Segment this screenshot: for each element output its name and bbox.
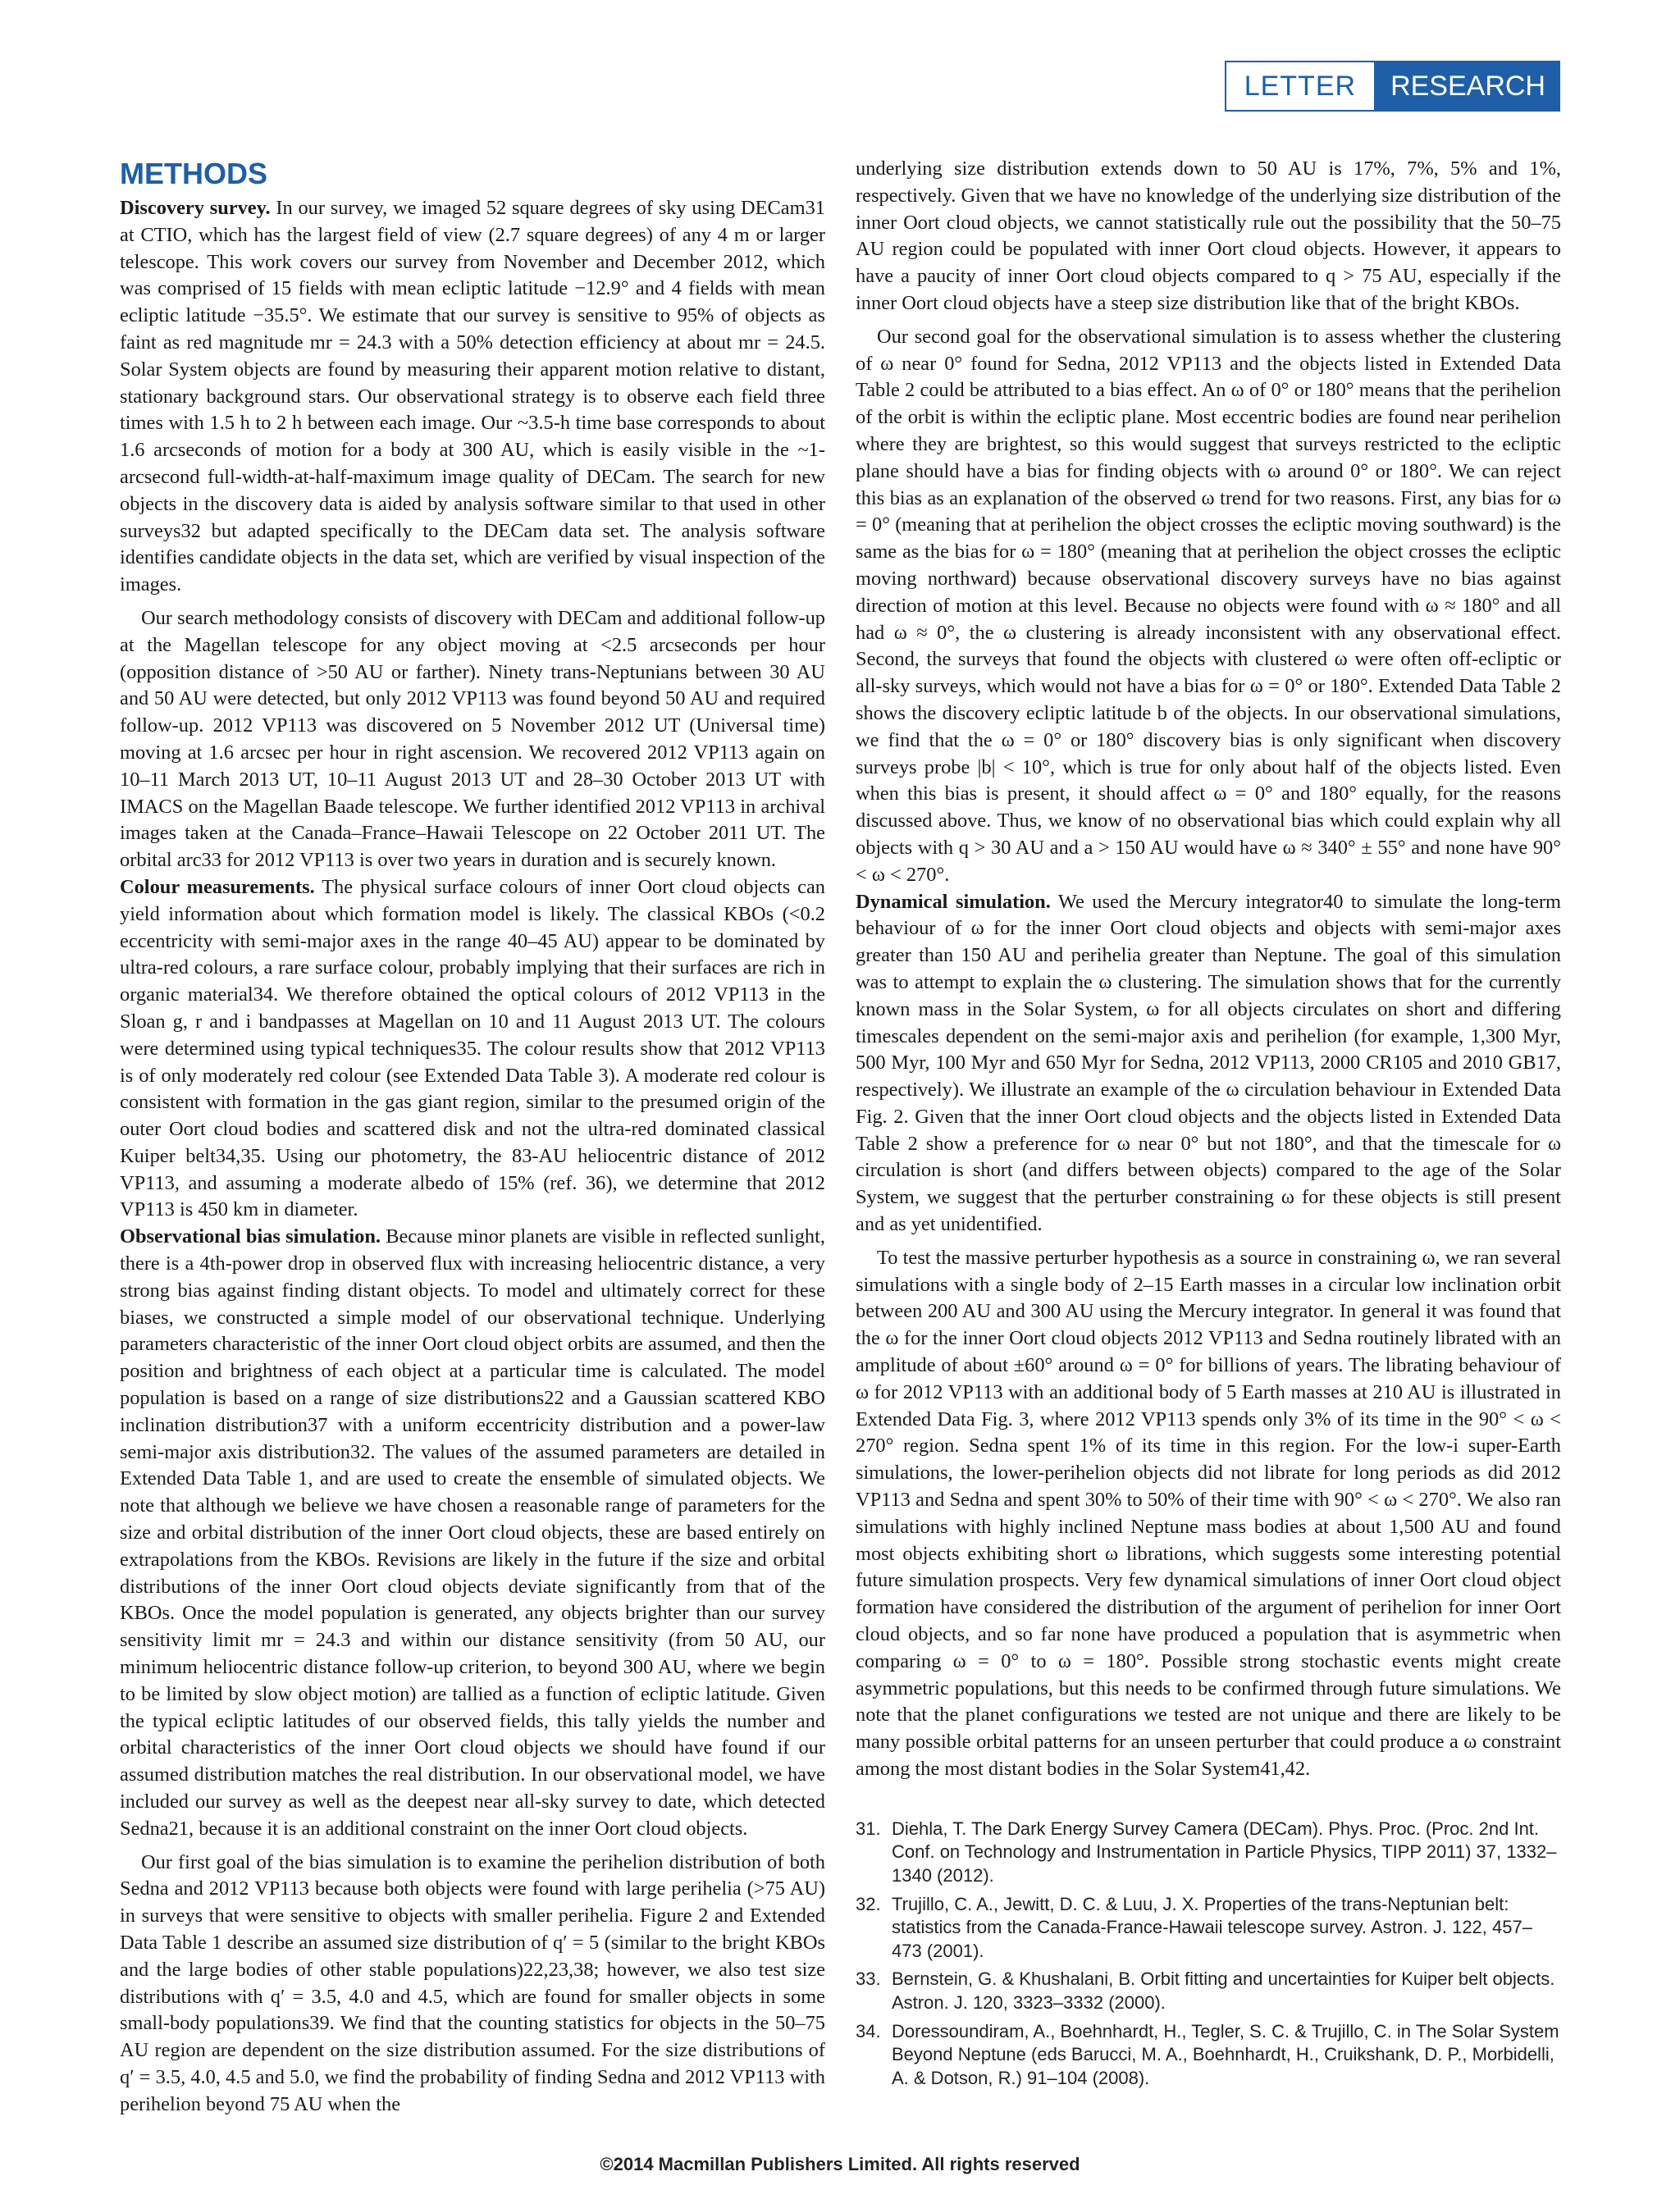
copyright-footer: ©2014 Macmillan Publishers Limited. All rights reserved — [600, 2154, 1080, 2174]
reference-text: Bernstein, G. & Khushalani, B. Orbit fitting and uncertainties for Kuiper belt objects. Astron. J. 120, 3323–3332 (2000). — [892, 1968, 1555, 2013]
paragraph-text: To test the massive perturber hypothesis as a source in constraining ω, we ran several simulations with a single body of 2–15 Earth masses in a circular low inclination orbit between 200 AU and 300 AU using the Mercury integrator. In general it was found that the ω for the inner Oort cloud objects 2012 VP113 and Sedna routinely librated with an amplitude of about ±60° around ω = 0° for billions of years. The librating behaviour of ω for 2012 VP113 with an additional body of 5 Earth masses at 210 AU is illustrated in Extended Data Fig. 3, where 2012 VP113 spends only 3% of its time in the 90° < ω < 270° region. Sedna spent 1% of its time in this region. For the low-i super-Earth simulations, the lower-perihelion objects did not librate for long periods as did 2012 VP113 and Sedna and spent 30% to 50% of their time with 90° < ω < 270°. We also ran simulations with highly inclined Neptune mass bodies at about 1,500 AU and found most objects exhibiting short ω librations, which suggests some interesting potential future simulation prospects. Very few dynamical simulations of inner Oort cloud object formation have considered the distribution of the argument of perihelion for inner Oort cloud objects, and so far none have produced a population that is asymmetric when comparing ω = 0° to ω = 180°. Possible strong stochastic events might create asymmetric populations, but this needs to be confirmed through future simulations. We note that the planet configurations we tested are not unique and there are likely to be many possible orbital patterns for an unseen perturber that could produce a ω constraint among the most distant bodies in the Solar System41,42. — [856, 1246, 1561, 1781]
body-paragraph — [856, 156, 1561, 317]
paragraph-text: Because minor planets are visible in reflected sunlight, there is a 4th-power drop in observed flux with increasing heliocentric distance, a very strong bias against finding distant objects. To model and ultimately correct for these biases, we constructed a simple model of our observational technique. Underlying parameters characteristic of the inner Oort cloud object orbits are assumed, and then the position and brightness of each object at a particular time is calculated. The model population is based on a range of size distributions22 and a Gaussian scattered KBO inclination distribution37 with a uniform eccentricity distribution and a power-law semi-major axis distribution32. The values of the assumed parameters are detailed in Extended Data Table 1, and are used to create the ensemble of simulated objects. We note that although we believe we have chosen a reasonable range of parameters for the size and orbital distribution of the inner Oort cloud objects, these are based entirely on extrapolations from the KBOs. Revisions are likely in the future if the size and orbital distributions of the inner Oort cloud objects deviate significantly from that of the KBOs. Once the model population is generated, any objects brighter than our survey sensitivity limit mr = 24.3 and within our distance sensitivity (from 50 AU, our minimum heliocentric distance follow-up criterion, to beyond 300 AU, where we begin to be limited by slow object motion) are tallied as a function of ecliptic latitude. Given the typical ecliptic latitudes of our observed fields, this tally yields the number and orbital characteristics of the inner Oort cloud objects we should have found if our assumed distribution matches the real distribution. In our observational model, we have included our survey as well as the deepest near all-sky survey to date, which detected Sedna21, because it is an additional constraint on the inner Oort cloud objects. — [120, 1225, 825, 1840]
right-column — [856, 156, 1561, 2095]
left-column — [120, 156, 825, 2119]
section-title: METHODS — [120, 157, 267, 190]
research-label: RESEARCH — [1376, 61, 1560, 112]
paragraph-heading: Colour measurements. — [120, 875, 315, 898]
paragraph-text: Our first goal of the bias simulation is to examine the perihelion distribution of both Sedna and 2012 VP113 because both objects were found with large perihelia (>75 AU) in surveys that were sensitive to objects with smaller perihelia. Figure 2 and Extended Data Table 1 describe an assumed size distribution of q′ = 5 (similar to the bright KBOs and the large bodies of other stable populations)22,23,38; however, we also test size distributions with q′ = 3.5, 4.0 and 4.5, which are found for smaller objects in some small-body populations39. We find that the counting statistics for objects in the 50–75 AU region are dependent on the size distribution assumed. For the size distributions of q′ = 3.5, 4.0, 4.5 and 5.0, we find the probability of finding Sedna and 2012 VP113 with perihelion beyond 75 AU when the — [120, 1850, 825, 2115]
reference-item — [856, 1968, 1561, 2014]
body-paragraph — [120, 1850, 825, 2119]
reference-number: 31. — [856, 1818, 881, 1839]
reference-text: Trujillo, C. A., Jewitt, D. C. & Luu, J. X. Properties of the trans-Neptunian belt: statistics from the Canada-France-Hawaii telescope survey. Astron. J. 122, 457–473 (2001). — [892, 1893, 1532, 1961]
reference-text: Doressoundiram, A., Boehnhardt, H., Tegler, S. C. & Trujillo, C. in The Solar System Beyond Neptune (eds Barucci, M. A., Boehnhardt, H., Cruikshank, D. P., Morbidelli, A. & Dotson, R.) 91–104 (2008). — [892, 2020, 1559, 2088]
paragraph-heading: Dynamical simulation. — [856, 890, 1051, 913]
letter-label: LETTER — [1225, 61, 1376, 112]
paragraph-heading: Observational bias simulation. — [120, 1225, 381, 1248]
reference-item — [856, 2020, 1561, 2091]
reference-list — [856, 1818, 1561, 2091]
body-paragraph — [856, 324, 1561, 889]
paragraph-text: The physical surface colours of inner Oort cloud objects can yield information about which formation model is likely. The classical KBOs (<0.2 eccentricity with semi-major axes in the range 40–45 AU) appear to be dominated by ultra-red colours, a rare surface colour, probably implying that their surfaces are rich in organic material34. We therefore obtained the optical colours of 2012 VP113 in the Sloan g, r and i bandpasses at Magellan on 10 and 11 August 2013 UT. The colours were determined using typical techniques35. The colour results show that 2012 VP113 is of only moderately red colour (see Extended Data Table 3). A moderate red colour is consistent with formation in the gas giant region, similar to the presumed origin of the outer Oort cloud bodies and scattered disk and not the ultra-red dominated classical Kuiper belt34,35. Using our photometry, the 83-AU heliocentric distance of 2012 VP113, and assuming a moderate albedo of 15% (ref. 36), we determine that 2012 VP113 is 450 km in diameter. — [120, 875, 825, 1221]
paragraph-text: Our second goal for the observational simulation is to assess whether the clustering of ω near 0° found for Sedna, 2012 VP113 and the objects listed in Extended Data Table 2 could be attributed to a bias effect. An ω of 0° or 180° means that the perihelion of the orbit is within the ecliptic plane. Most eccentric bodies are found near perihelion where they are brightest, so this would suggest that surveys restricted to the ecliptic plane should have a bias for finding objects with ω around 0° or 180°. We can reject this bias as an explanation of the observed ω trend for two reasons. First, any bias for ω = 0° (meaning that at perihelion the object crosses the ecliptic moving southward) is the same as the bias for ω = 180° (meaning that at perihelion the object crosses the ecliptic moving northward) because observational discovery surveys have no bias against direction of motion at this level. Because no objects were found with ω ≈ 180° and all had ω ≈ 0°, the ω clustering is already inconsistent with any observational effect. Second, the surveys that found the objects with clustered ω were often off-ecliptic or all-sky surveys, which would not have a bias for ω = 0° or 180°. Extended Data Table 2 shows the discovery ecliptic latitude b of the objects. In our observational simulations, we find that the ω = 0° or 180° discovery bias is only significant when discovery surveys probe |b| < 10°, which is true for only about half of the objects listed. Even when this bias is present, it should affect ω = 0° and 180° equally, for the reasons discussed above. Thus, we know of no observational bias which could explain why all objects with q > 30 AU and a > 150 AU would have ω ≈ 340° ± 55° and none have 90° < ω < 270°. — [856, 325, 1561, 886]
body-paragraph — [856, 1245, 1561, 1783]
body-paragraph — [856, 889, 1561, 1239]
body-paragraph — [120, 605, 825, 874]
body-paragraph — [120, 1224, 825, 1842]
paragraph-text: underlying size distribution extends down to 50 AU is 17%, 7%, 5% and 1%, respectively. Given that we have no knowledge of the underlying size distribution of the inner Oort cloud objects, we cannot statistically rule out the possibility that the 50–75 AU region could be populated with inner Oort cloud objects. However, it appears to have a paucity of inner Oort cloud objects compared to q > 75 AU, especially if the inner Oort cloud objects have a steep size distribution like that of the bright KBOs. — [856, 157, 1561, 314]
paragraph-heading: Discovery survey. — [120, 197, 271, 219]
paragraph-text: In our survey, we imaged 52 square degrees of sky using DECam31 at CTIO, which has the largest field of view (2.7 square degrees) of any 4 m or larger telescope. This work covers our survey from November and December 2012, which was comprised of 15 fields with mean ecliptic latitude −12.9° and 4 fields with mean ecliptic latitude −35.5°. We estimate that our survey is sensitive to 95% of objects as faint as red magnitude mr = 24.3 with a 50% detection efficiency at about mr = 24.5. Solar System objects are found by measuring their apparent motion relative to distant, stationary background stars. Our observational strategy is to observe each field three times with 1.5 h to 2 h between each image. Our ~3.5-h time base corresponds to about 1.6 arcseconds of motion for a body at 300 AU, which is easily visible in the ~1-arcsecond full-width-at-half-maximum image quality of DECam. The search for new objects in the discovery data is aided by analysis software similar to that used in other surveys32 but adapted specifically to the DECam data set. The analysis software identifies candidate objects in the data set, which are verified by visual inspection of the images. — [120, 197, 825, 596]
reference-item — [856, 1893, 1561, 1964]
reference-number: 32. — [856, 1893, 881, 1914]
article-type-tag — [1225, 61, 1560, 112]
body-paragraph — [120, 874, 825, 1224]
body-paragraph — [120, 195, 825, 599]
paragraph-text: We used the Mercury integrator40 to simulate the long-term behaviour of ω for the inner Oort cloud objects and objects with semi-major axes greater than 150 AU and perihelia greater than Neptune. The goal of this simulation was to attempt to explain the ω clustering. The simulation shows that for the currently known mass in the Solar System, ω for all objects circulates on short and differing timescales dependent on the semi-major axis and perihelion (for example, 1,300 Myr, 500 Myr, 100 Myr and 650 Myr for Sedna, 2012 VP113, 2000 CR105 and 2010 GB17, respectively). We illustrate an example of the ω circulation behaviour in Extended Data Fig. 2. Given that the inner Oort cloud objects and the objects listed in Extended Data Table 2 show a preference for ω near 0° but not 180°, and that the timescale for ω circulation is short (and differs between objects) compared to the age of the Solar System, we suggest that the perturber constraining ω for these objects is still present and as yet unidentified. — [856, 890, 1561, 1236]
reference-item — [856, 1818, 1561, 1888]
paragraph-text: Our search methodology consists of discovery with DECam and additional follow-up at the Magellan telescope for any object moving at <2.5 arcseconds per hour (opposition distance of >50 AU or farther). Ninety trans-Neptunians between 30 AU and 50 AU were detected, but only 2012 VP113 was found beyond 50 AU and required follow-up. 2012 VP113 was discovered on 5 November 2012 UT (Universal time) moving at 1.6 arcsec per hour in right ascension. We recovered 2012 VP113 again on 10–11 March 2013 UT, 10–11 August 2013 UT and 28–30 October 2013 UT with IMACS on the Magellan Baade telescope. We further identified 2012 VP113 in archival images taken at the Canada–France–Hawaii Telescope on 22 October 2011 UT. The orbital arc33 for 2012 VP113 is over two years in duration and is securely known. — [120, 606, 825, 872]
reference-number: 33. — [856, 1968, 881, 1990]
reference-text: Diehla, T. The Dark Energy Survey Camera (DECam). Phys. Proc. (Proc. 2nd Int. Conf. on Technology and Instrumentation in Particle Physics, TIPP 2011) 37, 1332–1340 (2012). — [892, 1818, 1557, 1886]
reference-number: 34. — [856, 2020, 881, 2041]
